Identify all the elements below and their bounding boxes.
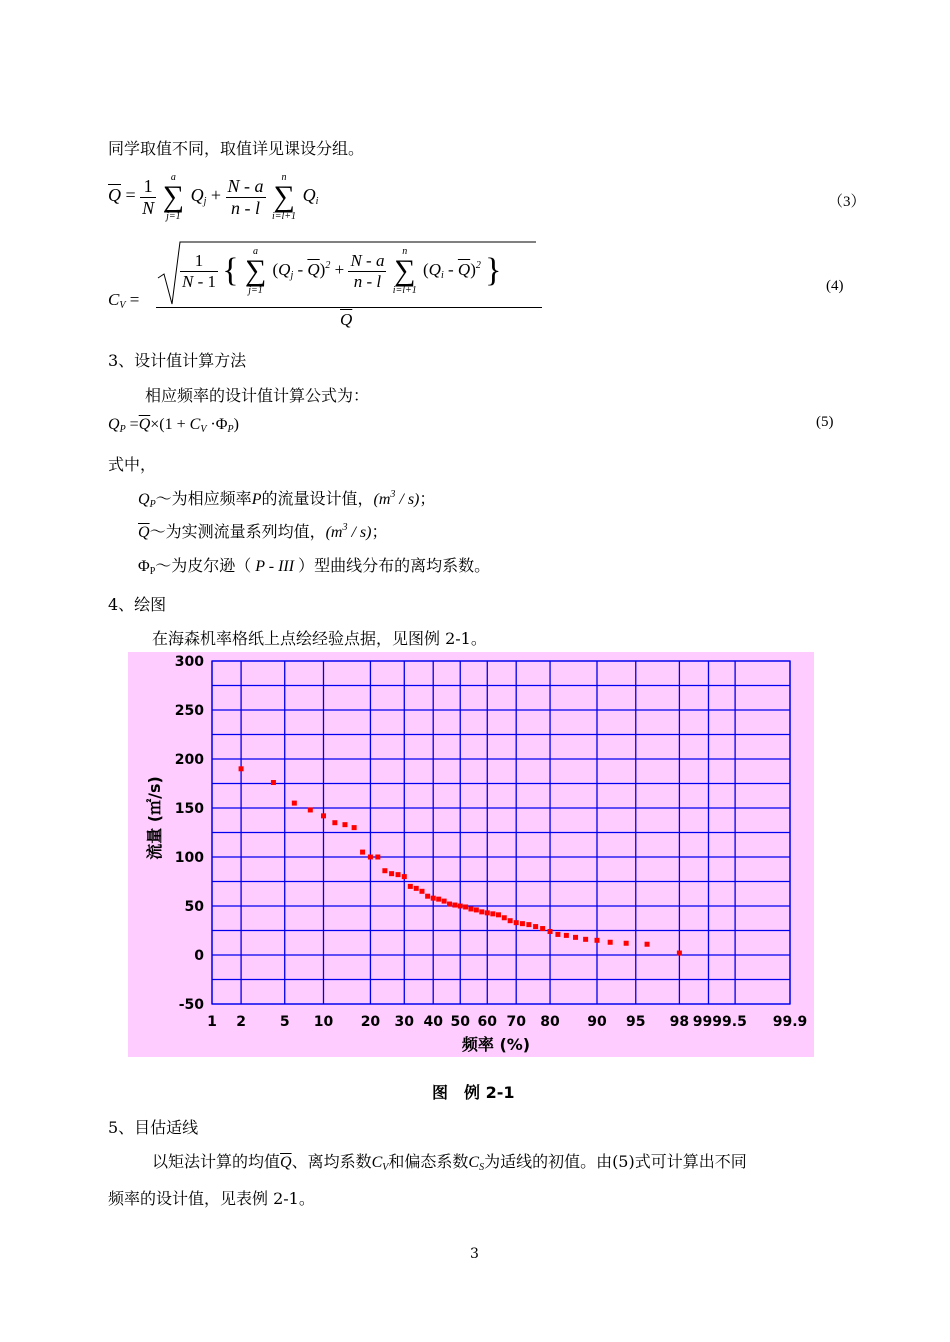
data-point xyxy=(490,911,495,916)
data-point xyxy=(414,886,419,891)
data-point xyxy=(645,942,650,947)
data-point xyxy=(583,937,588,942)
data-point xyxy=(239,766,244,771)
data-point xyxy=(496,912,501,917)
section-3-description: 相应频率的设计值计算公式为： xyxy=(145,386,370,405)
data-point xyxy=(555,932,560,937)
intro-line: 同学取值不同，取值详见课设分组。 xyxy=(108,139,365,158)
data-point xyxy=(431,896,436,901)
data-point xyxy=(360,850,365,855)
x-tick-label: 99.9 xyxy=(772,1014,808,1030)
y-tick-label: 50 xyxy=(184,899,204,915)
data-point xyxy=(479,909,484,914)
y-tick-label: 150 xyxy=(174,801,204,817)
x-tick-label: 90 xyxy=(587,1014,607,1030)
data-point xyxy=(396,872,401,877)
x-tick-label: 70 xyxy=(506,1014,526,1030)
data-point xyxy=(332,820,337,825)
data-point xyxy=(342,822,347,827)
data-point xyxy=(624,941,629,946)
page-number: 3 xyxy=(470,1246,479,1262)
definition-phi: $\Phi_P\sim$为皮尔逊（ P - III ）型曲线分布的离均系数。 xyxy=(138,556,491,577)
x-tick-label: 30 xyxy=(394,1014,415,1030)
x-tick-label: 1 xyxy=(207,1014,217,1030)
chart-grid xyxy=(212,661,790,1004)
x-tick-label: 40 xyxy=(423,1014,443,1030)
data-point xyxy=(308,807,313,812)
equation-4: $C_V$ = $\frac{1}{N - 1}$ { a ∑ j=1 $(Q_j - \overline{Q})^2$ + $\frac{N - a}{n - l}$ n ∑ i=l+1 $(Q_i - \overline{Q})^2$ } $\overline{Q}$ xyxy=(108,240,548,332)
y-tick-label: 300 xyxy=(174,654,204,670)
y-tick-label: 0 xyxy=(194,948,204,964)
equation-3-number: （3） xyxy=(828,194,866,210)
data-point xyxy=(382,868,387,873)
x-tick-labels xyxy=(207,1014,807,1030)
definition-qp: $Q_P\sim$为相应频率P的流量设计值，$(m^3 / s)$； xyxy=(138,489,436,510)
data-point xyxy=(271,780,276,785)
y-tick-labels xyxy=(175,654,204,1013)
x-tick-label: 9999.5 xyxy=(692,1014,747,1030)
section-3-heading: 3、设计值计算方法 xyxy=(108,351,247,370)
y-tick-label: 100 xyxy=(174,850,204,866)
x-tick-label: 5 xyxy=(279,1014,290,1030)
equation-5: $Q_P =\overline{Q}\times(1 + C_V \cdot\Phi_P)$ xyxy=(108,416,239,435)
data-point xyxy=(408,884,413,889)
x-tick-label: 60 xyxy=(477,1014,498,1030)
data-point xyxy=(375,855,380,860)
data-point xyxy=(573,935,578,940)
equation-5-number: (5) xyxy=(816,414,834,430)
data-point xyxy=(526,922,531,927)
y-tick-label: -50 xyxy=(178,997,204,1013)
data-point xyxy=(474,907,479,912)
data-point xyxy=(292,801,297,806)
section-4-description: 在海森机率格纸上点绘经验点据，见图例 2-1。 xyxy=(152,629,487,648)
x-tick-label: 20 xyxy=(360,1014,381,1030)
data-point xyxy=(402,874,407,879)
data-point xyxy=(321,813,326,818)
data-point xyxy=(548,929,553,934)
equation-3: $\overline{Q}$ = $\frac{1}{N}$ a ∑ j=1 $Q_j$ + $\frac{N - a}{n - l}$ n ∑ i=l+1 $Q_i$ xyxy=(108,172,319,222)
figure-caption: 图 例 2-1 xyxy=(432,1083,515,1102)
x-tick-label: 95 xyxy=(626,1014,646,1030)
data-point xyxy=(564,933,569,938)
data-point xyxy=(425,894,430,899)
data-point xyxy=(520,921,525,926)
data-point xyxy=(502,915,507,920)
y-tick-label: 250 xyxy=(174,703,204,719)
data-point xyxy=(352,825,357,830)
data-point xyxy=(594,938,599,943)
data-point xyxy=(508,918,513,923)
x-tick-label: 10 xyxy=(313,1014,334,1030)
data-point xyxy=(533,924,538,929)
section-4-heading: 4、绘图 xyxy=(108,595,167,614)
data-point xyxy=(389,871,394,876)
where-label: 式中， xyxy=(108,455,157,474)
y-axis-label: 流量 (㎡/s) xyxy=(145,776,164,860)
data-point xyxy=(368,855,373,860)
data-point xyxy=(419,889,424,894)
data-point xyxy=(463,904,468,909)
x-tick-label: 50 xyxy=(450,1014,470,1030)
data-point xyxy=(458,904,463,909)
x-tick-label: 80 xyxy=(540,1014,560,1030)
section-5-paragraph-line2: 频率的设计值，见表例 2-1。 xyxy=(108,1189,315,1208)
chart-svg xyxy=(128,652,814,1057)
data-point xyxy=(677,951,682,956)
frequency-chart xyxy=(128,652,814,1057)
data-point xyxy=(468,906,473,911)
data-point xyxy=(452,903,457,908)
y-tick-label: 200 xyxy=(174,752,204,768)
x-tick-label: 98 xyxy=(669,1014,690,1030)
definition-q-mean: $\overline{Q}\sim$为实测流量系列均值，$(m^3 / s)$； xyxy=(138,522,388,541)
data-point xyxy=(436,897,441,902)
equation-4-number: (4) xyxy=(826,278,844,294)
data-point xyxy=(608,940,613,945)
x-tick-label: 2 xyxy=(236,1014,246,1030)
section-5-paragraph: 以矩法计算的均值$\overline{Q}$、离均系数$C_V$和偏态系数$C_S$为适线的初值。由(5)式可计算出不同 xyxy=(152,1152,747,1173)
x-axis-label: 频率 (%) xyxy=(461,1035,531,1054)
data-point xyxy=(447,902,452,907)
section-5-heading: 5、目估适线 xyxy=(108,1118,199,1137)
data-point xyxy=(485,910,490,915)
data-point xyxy=(540,926,545,931)
data-point xyxy=(514,920,519,925)
data-point xyxy=(442,899,447,904)
